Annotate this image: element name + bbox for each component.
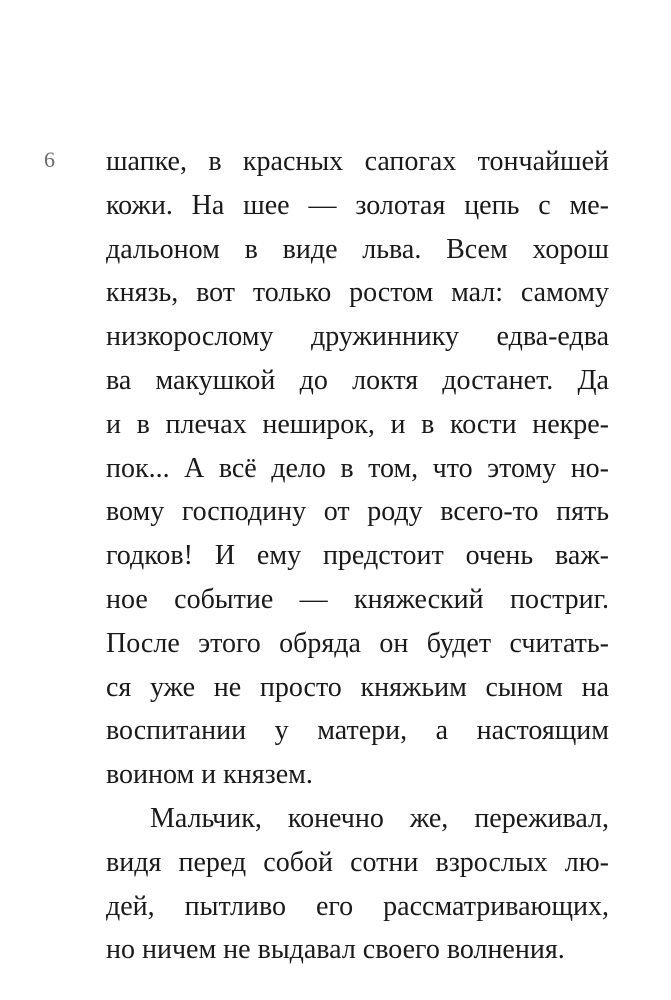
text-line: и в плечах неширок, и в кости некре- [106, 408, 609, 440]
text-line: ное событие — княжеский постриг. [106, 583, 609, 615]
text-line: низкорослому дружиннику едва-едва [106, 321, 609, 353]
text-line: воспитании у матери, а настоящим [106, 715, 609, 747]
page-number: 6 [44, 147, 55, 172]
text-line: воином и князем. [106, 759, 313, 791]
text-line: ся уже не просто княжьим сыном на [106, 671, 609, 703]
text-line: дей, пытливо его рассматривающих, [106, 890, 609, 922]
text-line: Мальчик, конечно же, переживал, [150, 802, 609, 834]
paragraph-2 [106, 797, 609, 972]
text-line: годков! И ему предстоит очень важ- [106, 540, 609, 572]
paragraph-1 [106, 140, 609, 797]
body-text [106, 140, 609, 972]
text-line: шапке, в красных сапогах тончайшей [106, 146, 609, 177]
text-line: видя перед собой сотни взрослых лю- [106, 846, 609, 878]
text-line: После этого обряда он будет считать- [106, 627, 609, 659]
text-line: но ничем не выдавал своего волнения. [106, 934, 565, 966]
text-line: кожи. На шее — золотая цепь с ме- [106, 189, 609, 221]
text-line: ва макушкой до локтя достанет. Да [106, 364, 609, 396]
text-line: дальоном в виде льва. Всем хорош [106, 233, 609, 265]
text-line: князь, вот только ростом мал: самому [106, 277, 609, 309]
text-line: пок... А всё дело в том, что этому но- [106, 452, 609, 484]
text-line: вому господину от роду всего-то пять [106, 496, 609, 528]
